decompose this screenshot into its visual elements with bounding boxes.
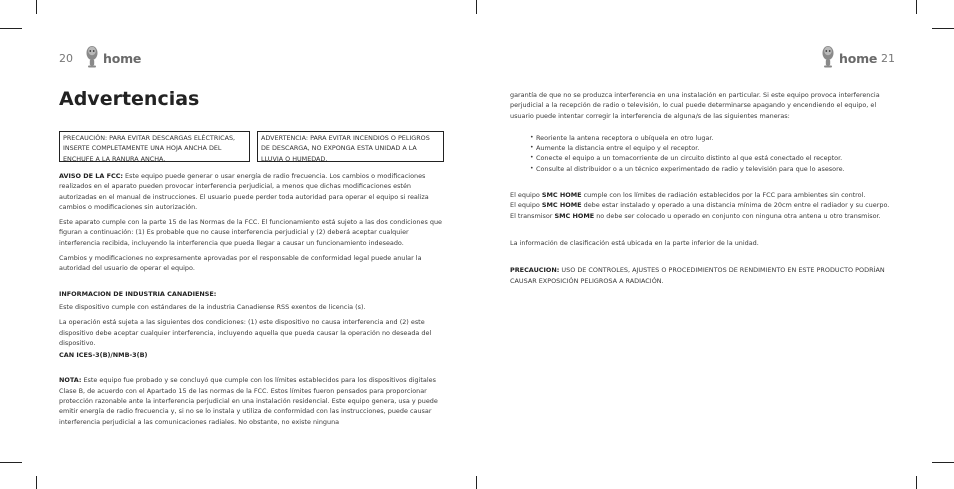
list-item: • Reoriente la antena receptora o ubíquela en otro lugar. [530, 133, 895, 143]
classification-paragraph: La información de clasificación está ubicada en la parte inferior de la unidad. [510, 238, 759, 247]
home-logo-left [83, 44, 141, 72]
crop-mark [932, 28, 954, 29]
canada-paragraph: Este dispositivo cumple con estándares de la industria Canadiense RSS exentos de licencia (s). [59, 302, 366, 311]
crop-mark [36, 0, 37, 14]
mascot-microphone-icon [819, 44, 837, 72]
caution-label: PRECAUCION: [510, 266, 560, 275]
logo-text: home [839, 50, 878, 66]
intro-paragraph: garantía de que no se produzca interferencia en una instalación en particular. Si este equipo provoca interferencia perjudicial a la recepción de radio o televisión, lo cual puede determinarse apagando y encendiendo el equipo, el usuario puede intentar corregir la interferencia de alguna/s de las siguientes maneras: [510, 91, 880, 120]
note-text: Este equipo fue probado y se concluyó que cumple con los límites establecidos para los dispositivos digitales Clase B, de acuerdo con el Apartado 15 de las normas de la FCC. Estos límites fueron pensados para proporcionar protección razonable ante la interferencia perjudicial en una instalación residencial. Este equipo genera, usa y puede emitir energía de radio frecuencia y, si no se lo instala y utiliza de conformidad con las instrucciones, puede causar interferencia perjudicial a las comunicaciones radiales. No obstante, no existe ninguna [59, 376, 438, 426]
list-item: • Aumente la distancia entre el equipo y el receptor. [530, 143, 895, 153]
home-logo-right [819, 44, 877, 72]
note-paragraph [59, 375, 445, 426]
left-body [59, 171, 445, 432]
caution-paragraph [510, 265, 895, 286]
page-number-right: 21 [881, 52, 895, 65]
caution-text: USO DE CONTROLES, AJUSTES O PROCEDIMIENTOS DE RENDIMIENTO EN ESTE PRODUCTO PODRÍAN CAUSAR EXPOSICIÓN PELIGROSA A RADIACIÓN. [510, 266, 885, 285]
operation-paragraph: La operación está sujeta a las siguientes dos condiciones: (1) este dispositivo no causa interferencia and (2) este dispositivo debe aceptar cualquier interferencia, incluyendo aquella que pueda causar la operación no deseada del dispositivo. [59, 318, 432, 347]
mascot-microphone-icon [83, 44, 101, 72]
note-label: NOTA: [59, 376, 82, 385]
crop-mark [0, 28, 22, 29]
part15-paragraph: Este aparato cumple con la parte 15 de las Normas de la FCC. El funcionamiento está sujeto a las dos condiciones que figuran a continuación: (1) Es probable que no cause interferencia perjudicial y (2) deberá aceptar cualquier interferencia recibida, incluyendo la interferencia que pueda llegar a causar un funcionamiento indeseado. [59, 218, 442, 247]
fcc-paragraph [59, 171, 445, 212]
can-ices-label: CAN ICES-3(B)/NMB-3(B) [59, 351, 148, 360]
list-item: • Conecte el equipo a un tomacorriente de un circuito distinto al que está conectado el receptor. [530, 153, 895, 163]
canada-heading: INFORMACION DE INDUSTRIA CANADIENSE: [59, 289, 217, 298]
page-number-left: 20 [59, 52, 73, 65]
page-title: Advertencias [59, 88, 200, 110]
logo-text: home [103, 50, 142, 66]
crop-mark [476, 476, 477, 489]
crop-mark [916, 476, 917, 489]
crop-mark [476, 0, 477, 14]
crop-mark [932, 462, 954, 463]
radiation-paragraph: El equipo SMC HOME cumple con los límites de radiación establecidos por la FCC para ambientes sin control. El equipo SMC HOME debe estar instalado y operado a una distancia mínima de 20cm entre el radiador y su cuerpo. El transmisor SMC HOME no debe ser colocado u operado en conjunto con ninguna otra antena u otro transmisor. [510, 191, 890, 220]
crop-mark [36, 476, 37, 489]
changes-paragraph: Cambios y modificaciones no expresamente aprovadas por el responsable de conformidad legal puede anular la autoridad del usuario de operar el equipo. [59, 254, 422, 273]
warning-box: ADVERTENCIA: PARA EVITAR INCENDIOS O PELIGROS DE DESCARGA, NO EXPONGA ESTA UNIDAD A LA LLUVIA O HUMEDAD. [257, 131, 444, 162]
crop-mark [916, 0, 917, 14]
caution-box: PRECAUCIÓN: PARA EVITAR DESCARGAS ELÉCTRICAS, INSERTE COMPLETAMENTE UNA HOJA ANCHA DEL ENCHUFE A LA RANURA ANCHA. [59, 131, 250, 162]
fcc-text: Este equipo puede generar o usar energía de radio frecuencia. Los cambios o modificaciones realizados en el aparato pueden provocar interferencia perjudicial, a menos que dichas modificaciones estén autorizadas en el manual de instrucciones. El usuario puede perder toda autoridad para operar el equipo si realiza cambios o modificaciones sin autorización. [59, 172, 429, 211]
interference-remedies-list [510, 133, 895, 174]
fcc-label: AVISO DE LA FCC: [59, 172, 124, 180]
right-body [510, 90, 895, 291]
crop-mark [0, 462, 22, 463]
list-item: • Consulte al distribuidor o a un técnico experimentado de radio y televisión para que lo asesore. [530, 164, 895, 174]
